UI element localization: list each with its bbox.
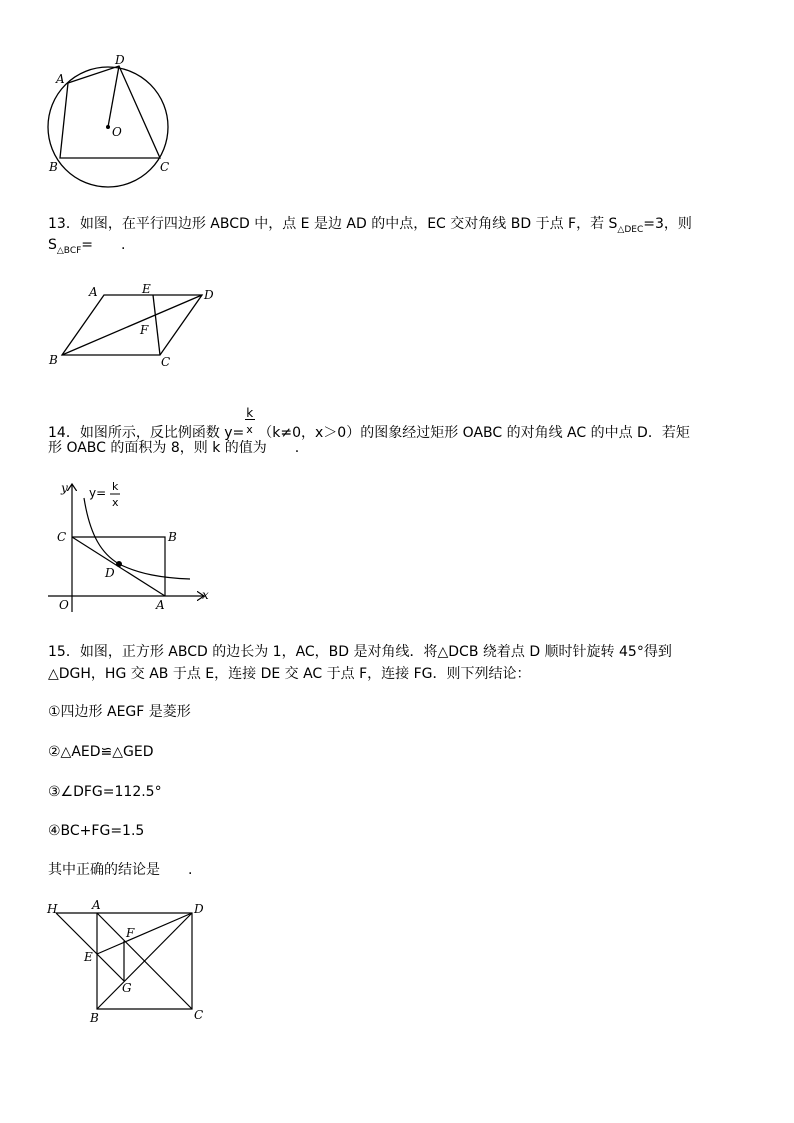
label-E: E xyxy=(84,950,93,964)
q13-text-b: =3，则 xyxy=(643,216,692,232)
label-C: C xyxy=(161,355,171,369)
conclusion-1: ①四边形 AEGF 是菱形 xyxy=(48,704,191,720)
square-rotation-figure xyxy=(44,895,224,1030)
label-B: B xyxy=(168,530,177,544)
q13-sub-dec: △DEC xyxy=(617,225,644,235)
q14-text-c: 形 OABC 的面积为 8，则 k 的值为 . xyxy=(48,440,300,456)
label-C: C xyxy=(57,530,67,544)
func-den: x xyxy=(112,496,119,509)
func-label: y= xyxy=(89,486,107,500)
func-num: k xyxy=(112,480,119,493)
label-A: A xyxy=(92,898,101,912)
label-x: x xyxy=(202,588,209,602)
label-D: D xyxy=(204,288,214,302)
q13-text-c: S xyxy=(48,237,57,253)
segment-OD xyxy=(108,66,119,127)
q13-line2 xyxy=(48,235,125,257)
q14-frac-num: k xyxy=(246,406,254,420)
label-E: E xyxy=(142,282,151,296)
q15-line2 xyxy=(48,664,531,684)
label-y: y xyxy=(61,481,68,495)
circle-figure xyxy=(44,50,174,190)
label-O: O xyxy=(59,598,69,612)
segment-DE xyxy=(97,913,192,954)
q14-frac-den: x xyxy=(246,423,253,436)
q13-sub-bcf: △BCF xyxy=(56,246,82,256)
conclusion-4: ④BC+FG=1.5 xyxy=(48,823,145,839)
label-H: H xyxy=(47,902,58,916)
label-F: F xyxy=(140,323,149,337)
label-G: G xyxy=(122,981,132,995)
label-A: A xyxy=(56,72,65,86)
q15-question: 其中正确的结论是 . xyxy=(48,862,193,878)
point-O xyxy=(106,125,110,129)
label-D: D xyxy=(194,902,204,916)
q15-text-a: 15．如图，正方形 ABCD 的边长为 1，AC，BD 是对角线．将△DCB 绕着点 D 顺时针旋转 45°得到 xyxy=(48,644,672,660)
q13-text-d: = . xyxy=(81,237,126,253)
segment-EC xyxy=(153,295,160,355)
label-A: A xyxy=(156,598,165,612)
q13-text-a: 13．如图，在平行四边形 ABCD 中，点 E 是边 AD 的中点，EC 交对角线 BD 于点 F，若 S xyxy=(48,216,618,232)
label-B: B xyxy=(90,1011,99,1025)
hyperbola-figure xyxy=(44,478,224,618)
label-B: B xyxy=(49,353,58,367)
q14-text-a: 14．如图所示，反比例函数 y= xyxy=(48,425,245,441)
label-O: O xyxy=(112,125,122,139)
label-B: B xyxy=(49,160,58,174)
q14-text-b: （k≠0，x＞0）的图象经过矩形 OABC 的对角线 AC 的中点 D．若矩 xyxy=(258,425,690,441)
q14-fraction xyxy=(244,406,258,437)
label-C: C xyxy=(194,1008,204,1022)
label-C: C xyxy=(160,160,170,174)
q13-line1 xyxy=(48,214,692,236)
conclusion-3: ③∠DFG=112.5° xyxy=(48,784,162,800)
conclusion-2: ②△AED≌△GED xyxy=(48,744,154,760)
q14-line2 xyxy=(48,438,299,458)
point-D xyxy=(116,561,122,567)
q15-line1 xyxy=(48,642,672,662)
parallelogram-figure xyxy=(44,282,224,372)
q15-text-b: △DGH，HG 交 AB 于点 E，连接 DE 交 AC 于点 F，连接 FG．则下列结论： xyxy=(48,666,531,682)
label-D: D xyxy=(115,53,125,67)
label-A: A xyxy=(89,285,98,299)
label-F: F xyxy=(126,926,135,940)
label-D: D xyxy=(105,566,115,580)
